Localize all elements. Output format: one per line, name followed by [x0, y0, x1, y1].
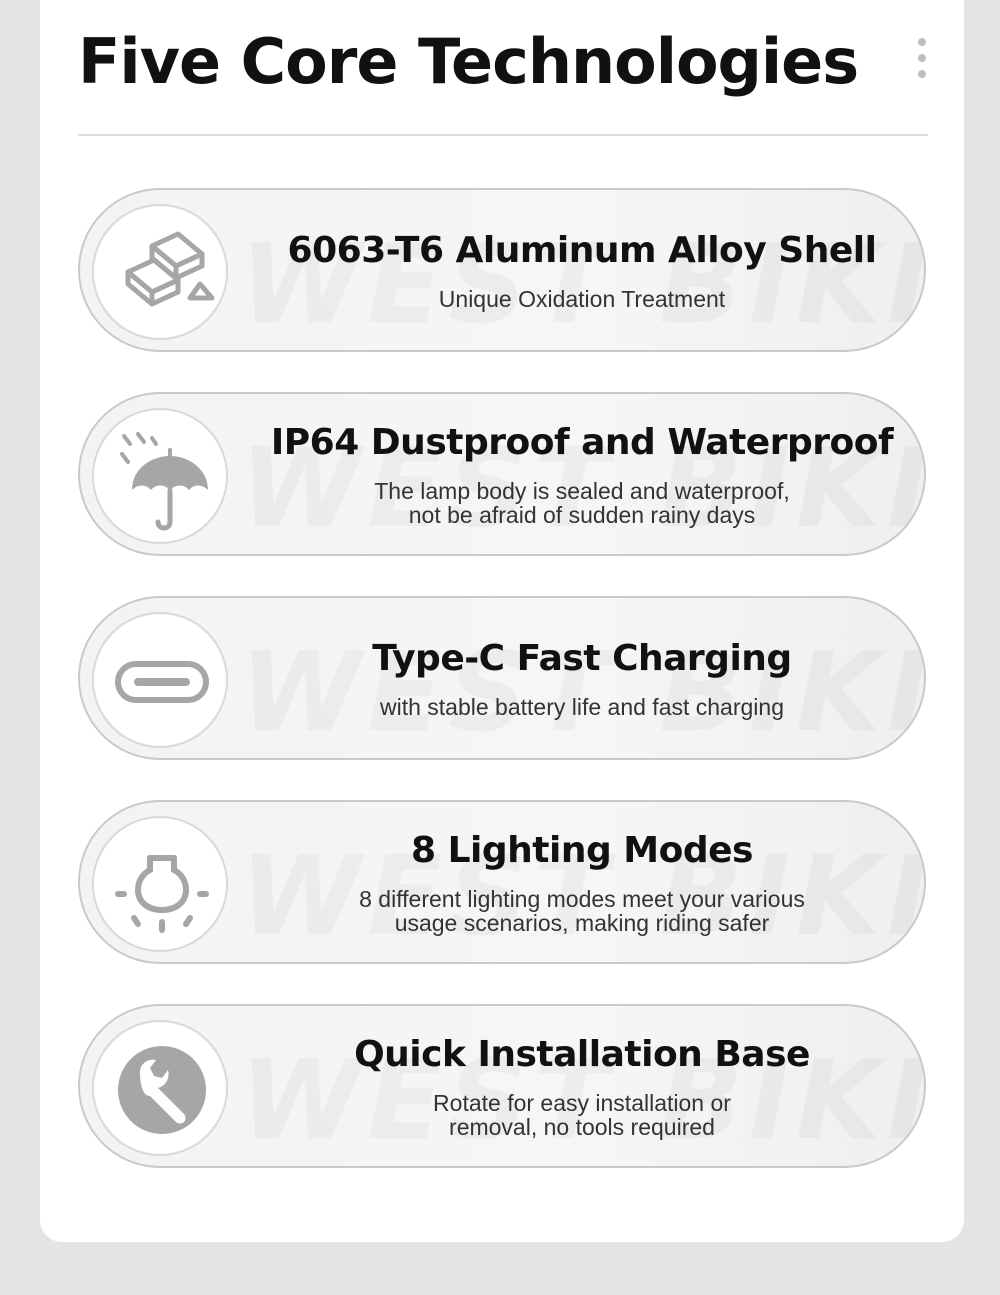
icon-badge	[92, 204, 228, 340]
feature-lighting-modes	[78, 800, 926, 964]
feature-description: 8 different lighting modes meet your various usage scenarios, making riding safer	[359, 886, 805, 936]
feature-title: Quick Installation Base	[354, 1034, 810, 1075]
feature-description: Rotate for easy installation or removal, no tools required	[433, 1090, 731, 1140]
feature-aluminum-shell	[78, 188, 926, 352]
feature-waterproof	[78, 392, 926, 556]
page-title: Five Core Technologies	[78, 25, 859, 98]
umbrella-rain-icon	[94, 410, 230, 546]
metal-ingots-icon	[94, 206, 230, 342]
icon-badge	[92, 816, 228, 952]
feature-title: 6063-T6 Aluminum Alloy Shell	[287, 230, 877, 271]
feature-title: Type-C Fast Charging	[372, 638, 792, 679]
icon-badge	[92, 408, 228, 544]
feature-title: 8 Lighting Modes	[411, 830, 753, 871]
icon-badge	[92, 1020, 228, 1156]
usb-c-port-icon	[94, 614, 230, 750]
light-bulb-icon	[94, 818, 230, 954]
more-vertical-icon[interactable]	[916, 38, 928, 88]
title-divider	[78, 134, 928, 136]
feature-type-c-charging	[78, 596, 926, 760]
feature-description: The lamp body is sealed and waterproof, not be afraid of sudden rainy days	[374, 478, 790, 528]
feature-title: IP64 Dustproof and Waterproof	[270, 422, 894, 463]
content-card	[40, 0, 964, 1242]
feature-description: Unique Oxidation Treatment	[438, 286, 726, 312]
feature-description: with stable battery life and fast charging	[379, 694, 784, 720]
icon-badge	[92, 612, 228, 748]
feature-quick-installation	[78, 1004, 926, 1168]
wrench-icon	[94, 1022, 230, 1158]
